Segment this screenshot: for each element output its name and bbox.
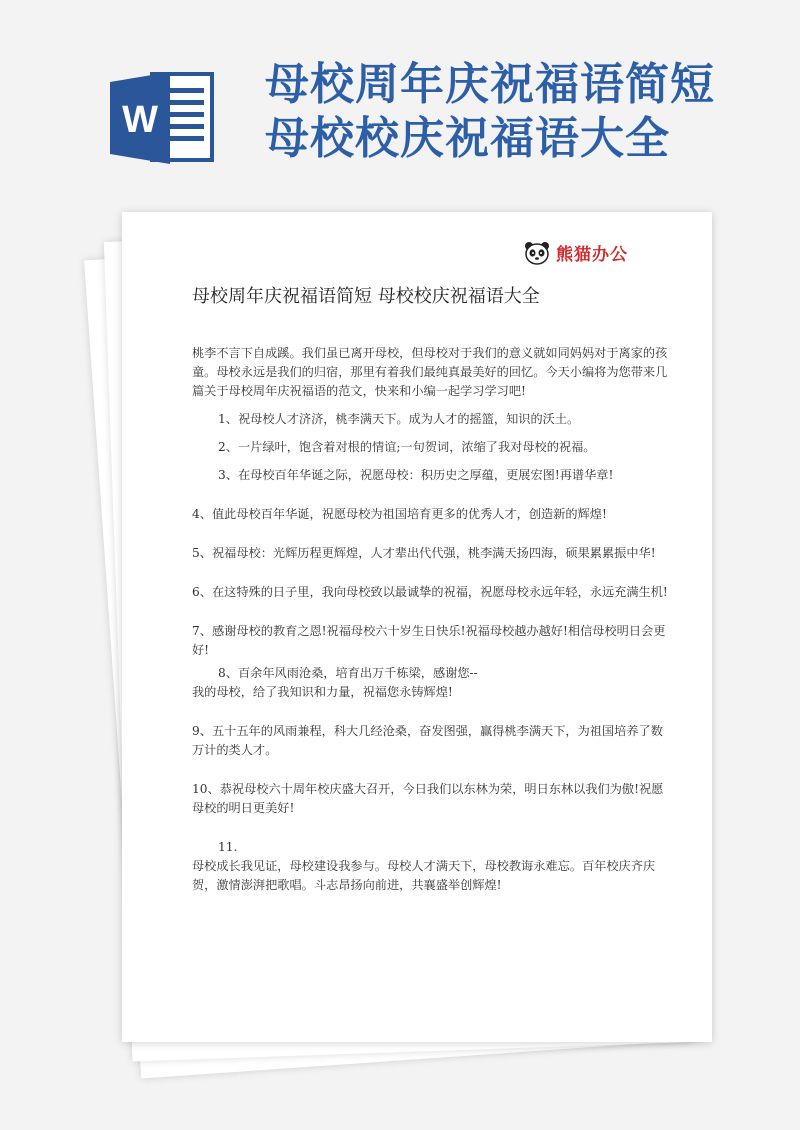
document-page <box>122 212 712 1042</box>
document-title: 母校周年庆祝福语简短 母校校庆祝福语大全 <box>192 286 540 307</box>
list-item: 1、祝母校人才济济，桃李满天下。成为人才的摇篮，知识的沃土。 <box>218 412 580 426</box>
list-item: 9、五十五年的风雨兼程，科大几经沧桑，奋发图强，赢得桃李满天下，为祖国培养了数万计的类人才。 <box>192 724 663 757</box>
intro-paragraph: 桃李不言下自成蹊。我们虽已离开母校，但母校对于我们的意义就如同妈妈对于离家的孩童。母校永远是我们的归宿，那里有着我们最纯真最美好的回忆。今天小编将为您带来几篇关于母校周年庆祝福语的范文，快来和小编一起学习学习吧! <box>192 346 668 398</box>
brand-logo-text: 熊猫办公 <box>556 245 628 265</box>
page-headline <box>265 58 795 166</box>
list-item: 7、感谢母校的教育之恩!祝福母校六十岁生日快乐!祝福母校越办越好!相信母校明日会更好! <box>192 624 666 657</box>
list-item: 3、在母校百年华诞之际，祝愿母校：积历史之厚蕴，更展宏图!再谱华章! <box>218 468 614 482</box>
list-item: 6、在这特殊的日子里，我向母校致以最诚挚的祝福，祝愿母校永远年轻，永远充满生机! <box>192 585 668 599</box>
list-item-number: 11. <box>218 840 238 854</box>
document-body <box>192 344 672 895</box>
page-header <box>0 0 800 215</box>
list-item: 母校成长我见证，母校建设我参与。母校人才满天下，母校教诲永难忘。百年校庆齐庆贺，激情澎湃把歌唱。斗志昂扬向前进，共襄盛举创辉煌! <box>192 859 656 892</box>
list-item: 8、百余年风雨沧桑，培育出万千栋梁，感谢您-- <box>218 666 478 680</box>
headline-line-1: 母校周年庆祝福语简短 <box>265 59 715 110</box>
list-item: 2、一片绿叶，饱含着对根的情谊;一句贺词，浓缩了我对母校的祝福。 <box>218 440 596 454</box>
brand-logo <box>524 240 628 265</box>
list-item: 10、恭祝母校六十周年校庆盛大召开，今日我们以东林为荣，明日东林以我们为傲!祝愿母校的明日更美好! <box>192 782 664 815</box>
list-item: 4、值此母校百年华诞，祝愿母校为祖国培育更多的优秀人才，创造新的辉煌! <box>192 507 607 521</box>
panda-icon <box>524 241 550 265</box>
list-item: 5、祝福母校：光辉历程更辉煌，人才辈出代代强，桃李满天扬四海，硕果累累振中华! <box>192 546 656 560</box>
word-document-icon <box>108 68 218 168</box>
word-icon-letter: W <box>122 99 158 141</box>
headline-line-2: 母校校庆祝福语大全 <box>265 113 670 164</box>
list-item-continued: 我的母校，给了我知识和力量，祝福您永铸辉煌! <box>192 685 453 699</box>
